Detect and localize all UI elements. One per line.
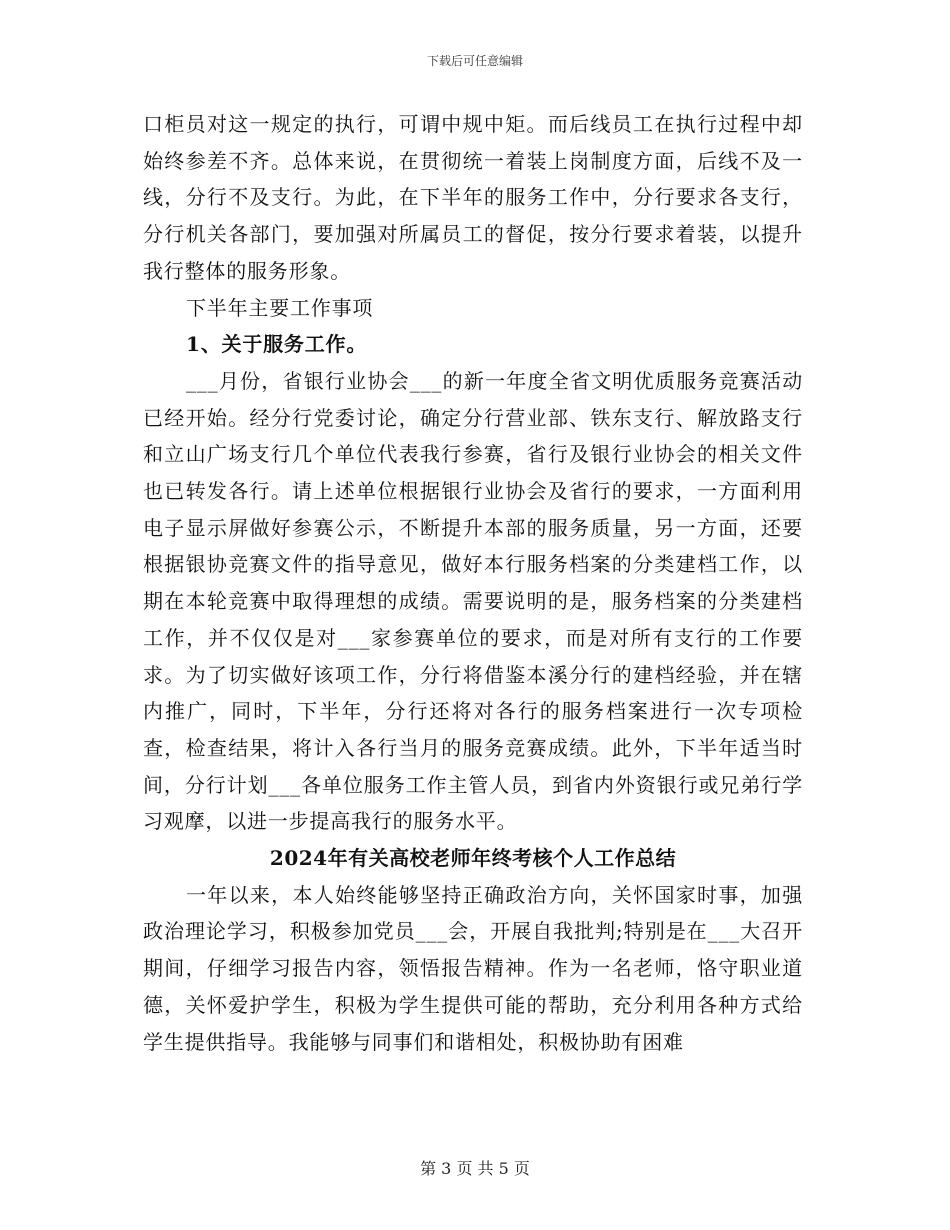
paragraph-summary: 一年以来，本人始终能够坚持正确政治方向，关怀国家时事，加强政治理论学习，积极参加党员___会，开展自我批判;特别是在___大召开期间，仔细学习报告内容，领悟报告精神。作为一名老师，恪守职业道德，关怀爱护学生，积极为学生提供可能的帮助，充分利用各种方式给学生提供指导。我能够与同事们和谐相处，积极协助有困难 [143,882,803,1054]
subsection-title: 1、关于服务工作。 [186,332,368,357]
page-number: 第 3 页 共 5 页 [420,1159,530,1178]
paragraph-service: ___月份，省银行业协会___的新一年度全省文明优质服务竞赛活动已经开始。经分行党委讨论，确定分行营业部、铁东支行、解放路支行和立山广场支行几个单位代表我行参赛，省行及银行业协会的相关文件也已转发各行。请上述单位根据银行业协会及省行的要求，一方面利用电子显示屏做好参赛公示，不断提升本部的服务质量，另一方面，还要根据银协竞赛文件的指导意见，做好本行服务档案的分类建档工作，以期在本轮竞赛中取得理想的成绩。需要说明的是，服务档案的分类建档工作，并不仅仅是对___家参赛单位的要求，而是对所有支行的工作要求。为了切实做好该项工作，分行将借鉴本溪分行的建档经验，并在辖内推广，同时，下半年，分行还将对各行的服务档案进行一次专项检查，检查结果，将计入各行当月的服务竞赛成绩。此外，下半年适当时间，分行计划___各单位服务工作主管人员，到省内外资银行或兄弟行学习观摩，以进一步提高我行的服务水平。 [143,368,803,834]
section-label: 下半年主要工作事项 [186,295,374,320]
page-header: 下载后可任意编辑 [426,54,523,68]
paragraph-intro: 口柜员对这一规定的执行，可谓中规中矩。而后线员工在执行过程中却始终参差不齐。总体来说，在贯彻统一着装上岗制度方面，后线不及一线，分行不及支行。为此，在下半年的服务工作中，分行要求各支行，分行机关各部门，要加强对所属员工的督促，按分行要求着装，以提升我行整体的服务形象。 [143,112,803,283]
document-title: 2024年有关高校老师年终考核个人工作总结 [269,846,677,871]
document-body [143,106,803,1060]
